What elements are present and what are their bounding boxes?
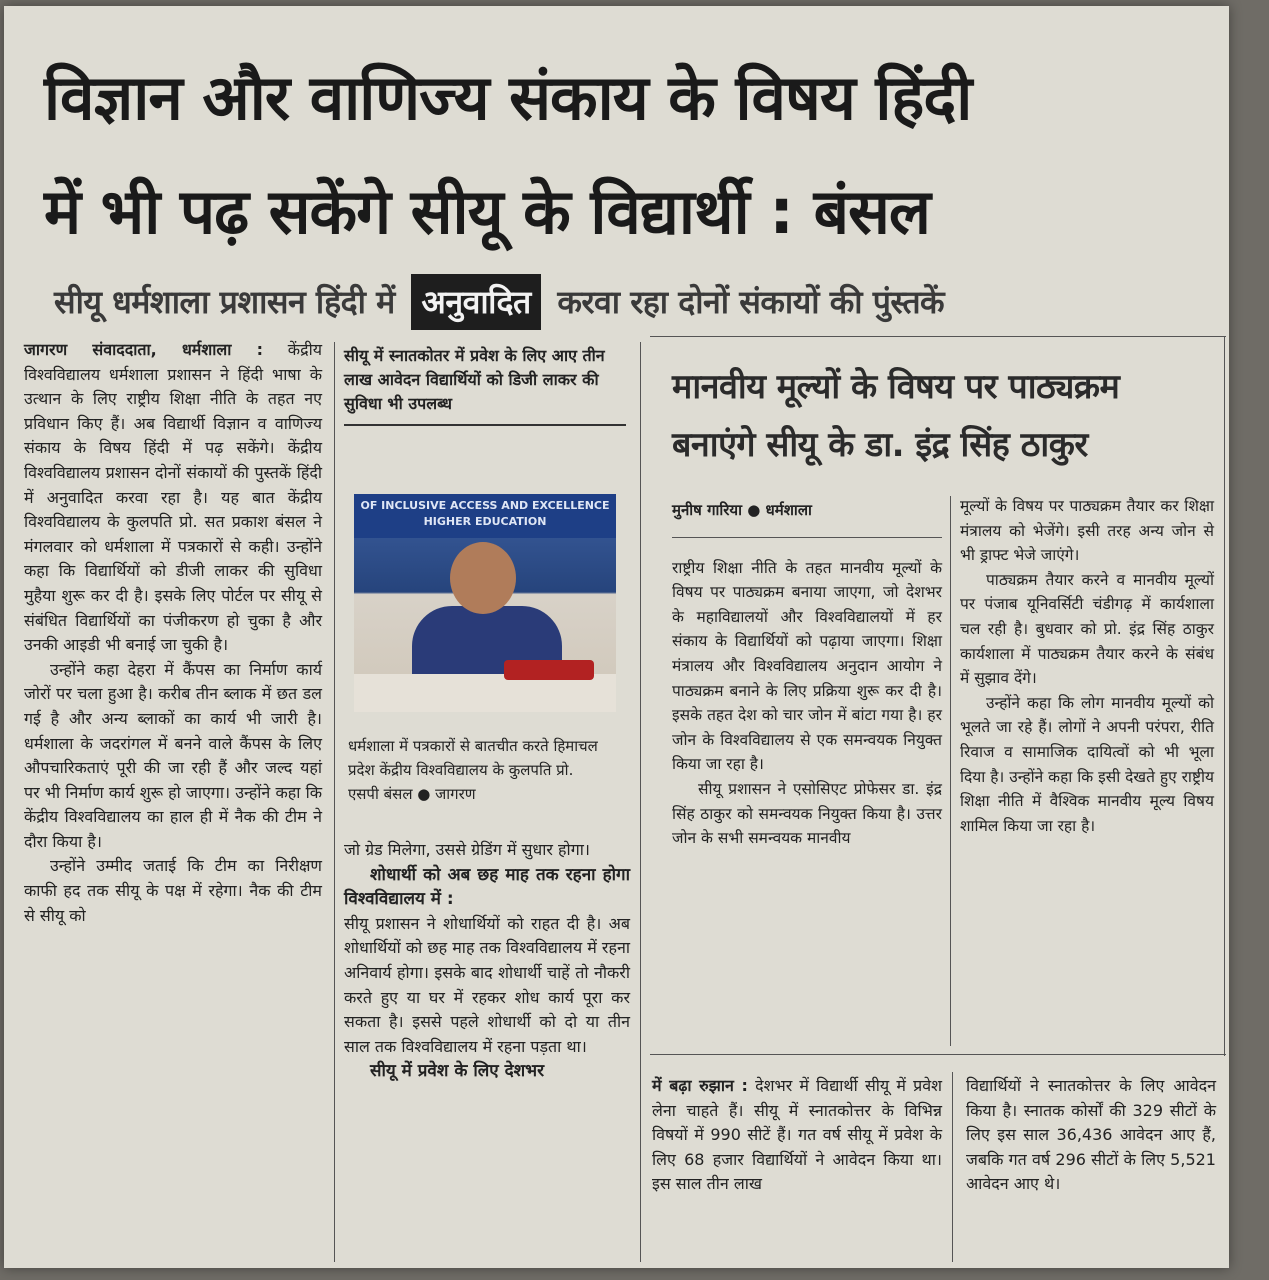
- admission-text: देशभर में विद्यार्थी सीयू में प्रवेश लेना चाहते हैं। सीयू में स्नातकोत्तर के विभिन्न विषयों में 990 सीटें हैं। गत वर्ष सीयू में प्रवेश के लिए 68 हजार विद्यार्थियों ने आवेदन किया था। इस साल तीन लाख: [652, 1076, 942, 1194]
- photo-caption: धर्मशाला में पत्रकारों से बातचीत करते हिमाचल प्रदेश केंद्रीय विश्वविद्यालय के कुलपति प्रो. एसपी बंसल ● जागरण: [348, 737, 598, 803]
- second-story-para-4: पाठ्यक्रम तैयार करने व मानवीय मूल्यों पर पंजाब यूनिवर्सिटी चंडीगढ़ में कार्यशाला चल रही है। बुधवार को प्रो. इंद्र सिंह ठाकुर कार्यशाला में पाठ्यक्रम तैयार करने के संबंध में सुझाव देंगे।: [960, 570, 1214, 688]
- box-bottom-rule: [650, 1054, 1226, 1055]
- subhead-after: करवा रहा दोनों संकायों की पुंस्तकें: [557, 283, 945, 321]
- press-conference-photo: [354, 494, 616, 712]
- main-story-para-1: [24, 338, 322, 658]
- subheadline: [54, 274, 1204, 330]
- second-story-column-1: [672, 498, 942, 851]
- main-story-para-2: उन्होंने कहा देहरा में कैंपस का निर्माण कार्य जोरों पर चला हुआ है। करीब तीन ब्लाक में छत डल गई है और अन्य ब्लाकों का कार्य भी जारी है। धर्मशाला के जदरांगल में बनने वाले कैंपस के लिए औपचारिकताएं पूरी की जा रही हैं और जल्द यहां पर भी निर्माण कार्य शुरू हो जाएगा। उन्होंने कहा कि केंद्रीय विश्वविद्यालय का हाल ही में नैक की टीम ने दौरा किया है।: [24, 659, 322, 851]
- second-story-para-2: सीयू प्रशासन ने एसोसिएट प्रोफेसर डा. इंद्र सिंह ठाकुर को समन्वयक नियुक्त किया है। उत्तर जोन के सभी समन्वयक मानवीय: [672, 779, 942, 848]
- second-story-para-3: मूल्यों के विषय पर पाठ्यक्रम तैयार कर शिक्षा मंत्रालय को भेजेंगे। इसी तरह अन्य जोन से भी ड्राफ्ट भेजे जाएंगे।: [960, 497, 1214, 565]
- main-story-column-4: [966, 1074, 1216, 1197]
- box-top-rule: [650, 336, 1226, 337]
- research-subheading: शोधार्थी को अब छह माह तक रहना होगा विश्वविद्यालय में :: [344, 864, 630, 910]
- second-story-byline: मुनीष गारिया ● धर्मशाला: [672, 498, 942, 538]
- headline-line-2: में भी पढ़ सकेंगे सीयू के विद्यार्थी : बंसल: [44, 175, 930, 248]
- photo-banner: OF INCLUSIVE ACCESS AND EXCELLENCE HIGHER EDUCATION: [354, 494, 616, 538]
- newspaper-clipping: [4, 6, 1229, 1268]
- subhead-highlight: अनुवादित: [411, 274, 540, 330]
- column-divider-2: [640, 342, 641, 1262]
- main-story-byline: जागरण संवाददाता, धर्मशाला :: [24, 340, 264, 359]
- main-story-column-2: [344, 838, 630, 1084]
- main-story-column-1: [24, 338, 322, 928]
- main-story-column-3: [652, 1074, 942, 1197]
- main-story-col2-top: जो ग्रेड मिलेगा, उससे ग्रेडिंग में सुधार होगा।: [344, 840, 590, 859]
- admission-para: [652, 1074, 942, 1197]
- column-divider-3: [952, 1072, 953, 1262]
- research-text: सीयू प्रशासन ने शोधार्थियों को राहत दी है। अब शोधार्थियों को छह माह तक विश्वविद्यालय में रहना अनिवार्य होगा। इसके बाद शोधार्थी चाहें तो नौकरी करते हुए या घर में रहकर शोध कार्य पूरा कर सकता है। इससे पहले शोधार्थी को दो या तीन साल तक विश्वविद्यालय में रहना पड़ता था।: [344, 913, 630, 1056]
- admission-stats: विद्यार्थियों ने स्नातकोत्तर के लिए आवेदन किया है। स्नातक कोर्सों की 329 सीटों के लिए इस साल 36,436 आवेदन आए हैं, जबकि गत वर्ष 296 सीटों के लिए 5,521 आवेदन आए थे।: [966, 1076, 1216, 1194]
- box-right-rule: [1224, 336, 1225, 1056]
- column-divider-1: [334, 342, 335, 1262]
- second-story-para-1: राष्ट्रीय शिक्षा नीति के तहत मानवीय मूल्यों के विषय पर पाठ्यक्रम बनाया जाएगा, जो देशभर के महाविद्यालयों और विश्वविद्यालयों में हर संकाय के विद्यार्थियों को पढ़ाया जाएगा। शिक्षा मंत्रालय और विश्वविद्यालय अनुदान आयोग ने पाठ्यक्रम बनाने के लिए प्रक्रिया शुरू कर दी है। इसके तहत देश को चार जोन में बांटा गया है। हर जोन के विश्वविद्यालय से एक समन्वयक नियुक्त किया जा रहा है।: [672, 558, 942, 774]
- box-column-divider: [950, 496, 951, 1046]
- second-story-headline: मानवीय मूल्यों के विषय पर पाठ्यक्रम बनाएंगे सीयू के डा. इंद्र सिंह ठाकुर: [672, 367, 1120, 465]
- headline-line-1: विज्ञान और वाणिज्य संकाय के विषय हिंदी: [44, 61, 972, 134]
- main-story-para-1-text: केंद्रीय विश्वविद्यालय धर्मशाला प्रशासन ने हिंदी भाषा के उत्थान के लिए राष्ट्रीय शिक्षा नीति के तहत नए प्रविधान किए हैं। अब विद्यार्थी विज्ञान व वाणिज्य संकाय के विषय हिंदी में पढ़ सकेंगे। केंद्रीय विश्वविद्यालय प्रशासन दोनों संकायों की पुस्तकें हिंदी में अनुवादित करवा रहा है। यह बात केंद्रीय विश्वविद्यालय के कुलपति प्रो. सत प्रकाश बंसल ने मंगलवार को धर्मशाला में पत्रकारों से कही। उन्होंने कहा कि विद्यार्थियों को डीजी लाकर की सुविधा मुहैया शुरू कर दी है। इसके लिए पोर्टल पर सीयू से संबंधित विद्यार्थियों का पंजीकरण हो चुका है और उनकी आइडी भी बनाई जा चुकी है।: [24, 340, 322, 655]
- subhead-before: सीयू धर्मशाला प्रशासन हिंदी में: [54, 283, 395, 321]
- admission-lead: में बढ़ा रुझान :: [652, 1076, 748, 1095]
- photo-person-head: [450, 542, 516, 614]
- photo-microphones: [504, 660, 594, 680]
- admission-subheading: सीयू में प्रवेश के लिए देशभर: [370, 1061, 545, 1082]
- second-story-column-2: [960, 494, 1214, 838]
- highlight-box: सीयू में स्नातकोतर में प्रवेश के लिए आए तीन लाख आवेदन विद्यार्थियों को डिजी लाकर की सुविधा भी उपलब्ध: [344, 344, 626, 426]
- main-story-para-3: उन्होंने उम्मीद जताई कि टीम का निरीक्षण काफी हद तक सीयू के पक्ष में रहेगा। नैक की टीम से सीयू को: [24, 856, 322, 925]
- second-story-para-5: उन्होंने कहा कि लोग मानवीय मूल्यों को भूलते जा रहे हैं। लोगों ने अपनी परंपरा, रीति रिवाज व सामाजिक दायित्वों को भी भूला दिया है। उन्होंने कहा कि इसी देखते हुए राष्ट्रीय शिक्षा नीति में वैश्विक मानवीय मूल्य विषय शामिल किया जा रहा है।: [960, 693, 1214, 835]
